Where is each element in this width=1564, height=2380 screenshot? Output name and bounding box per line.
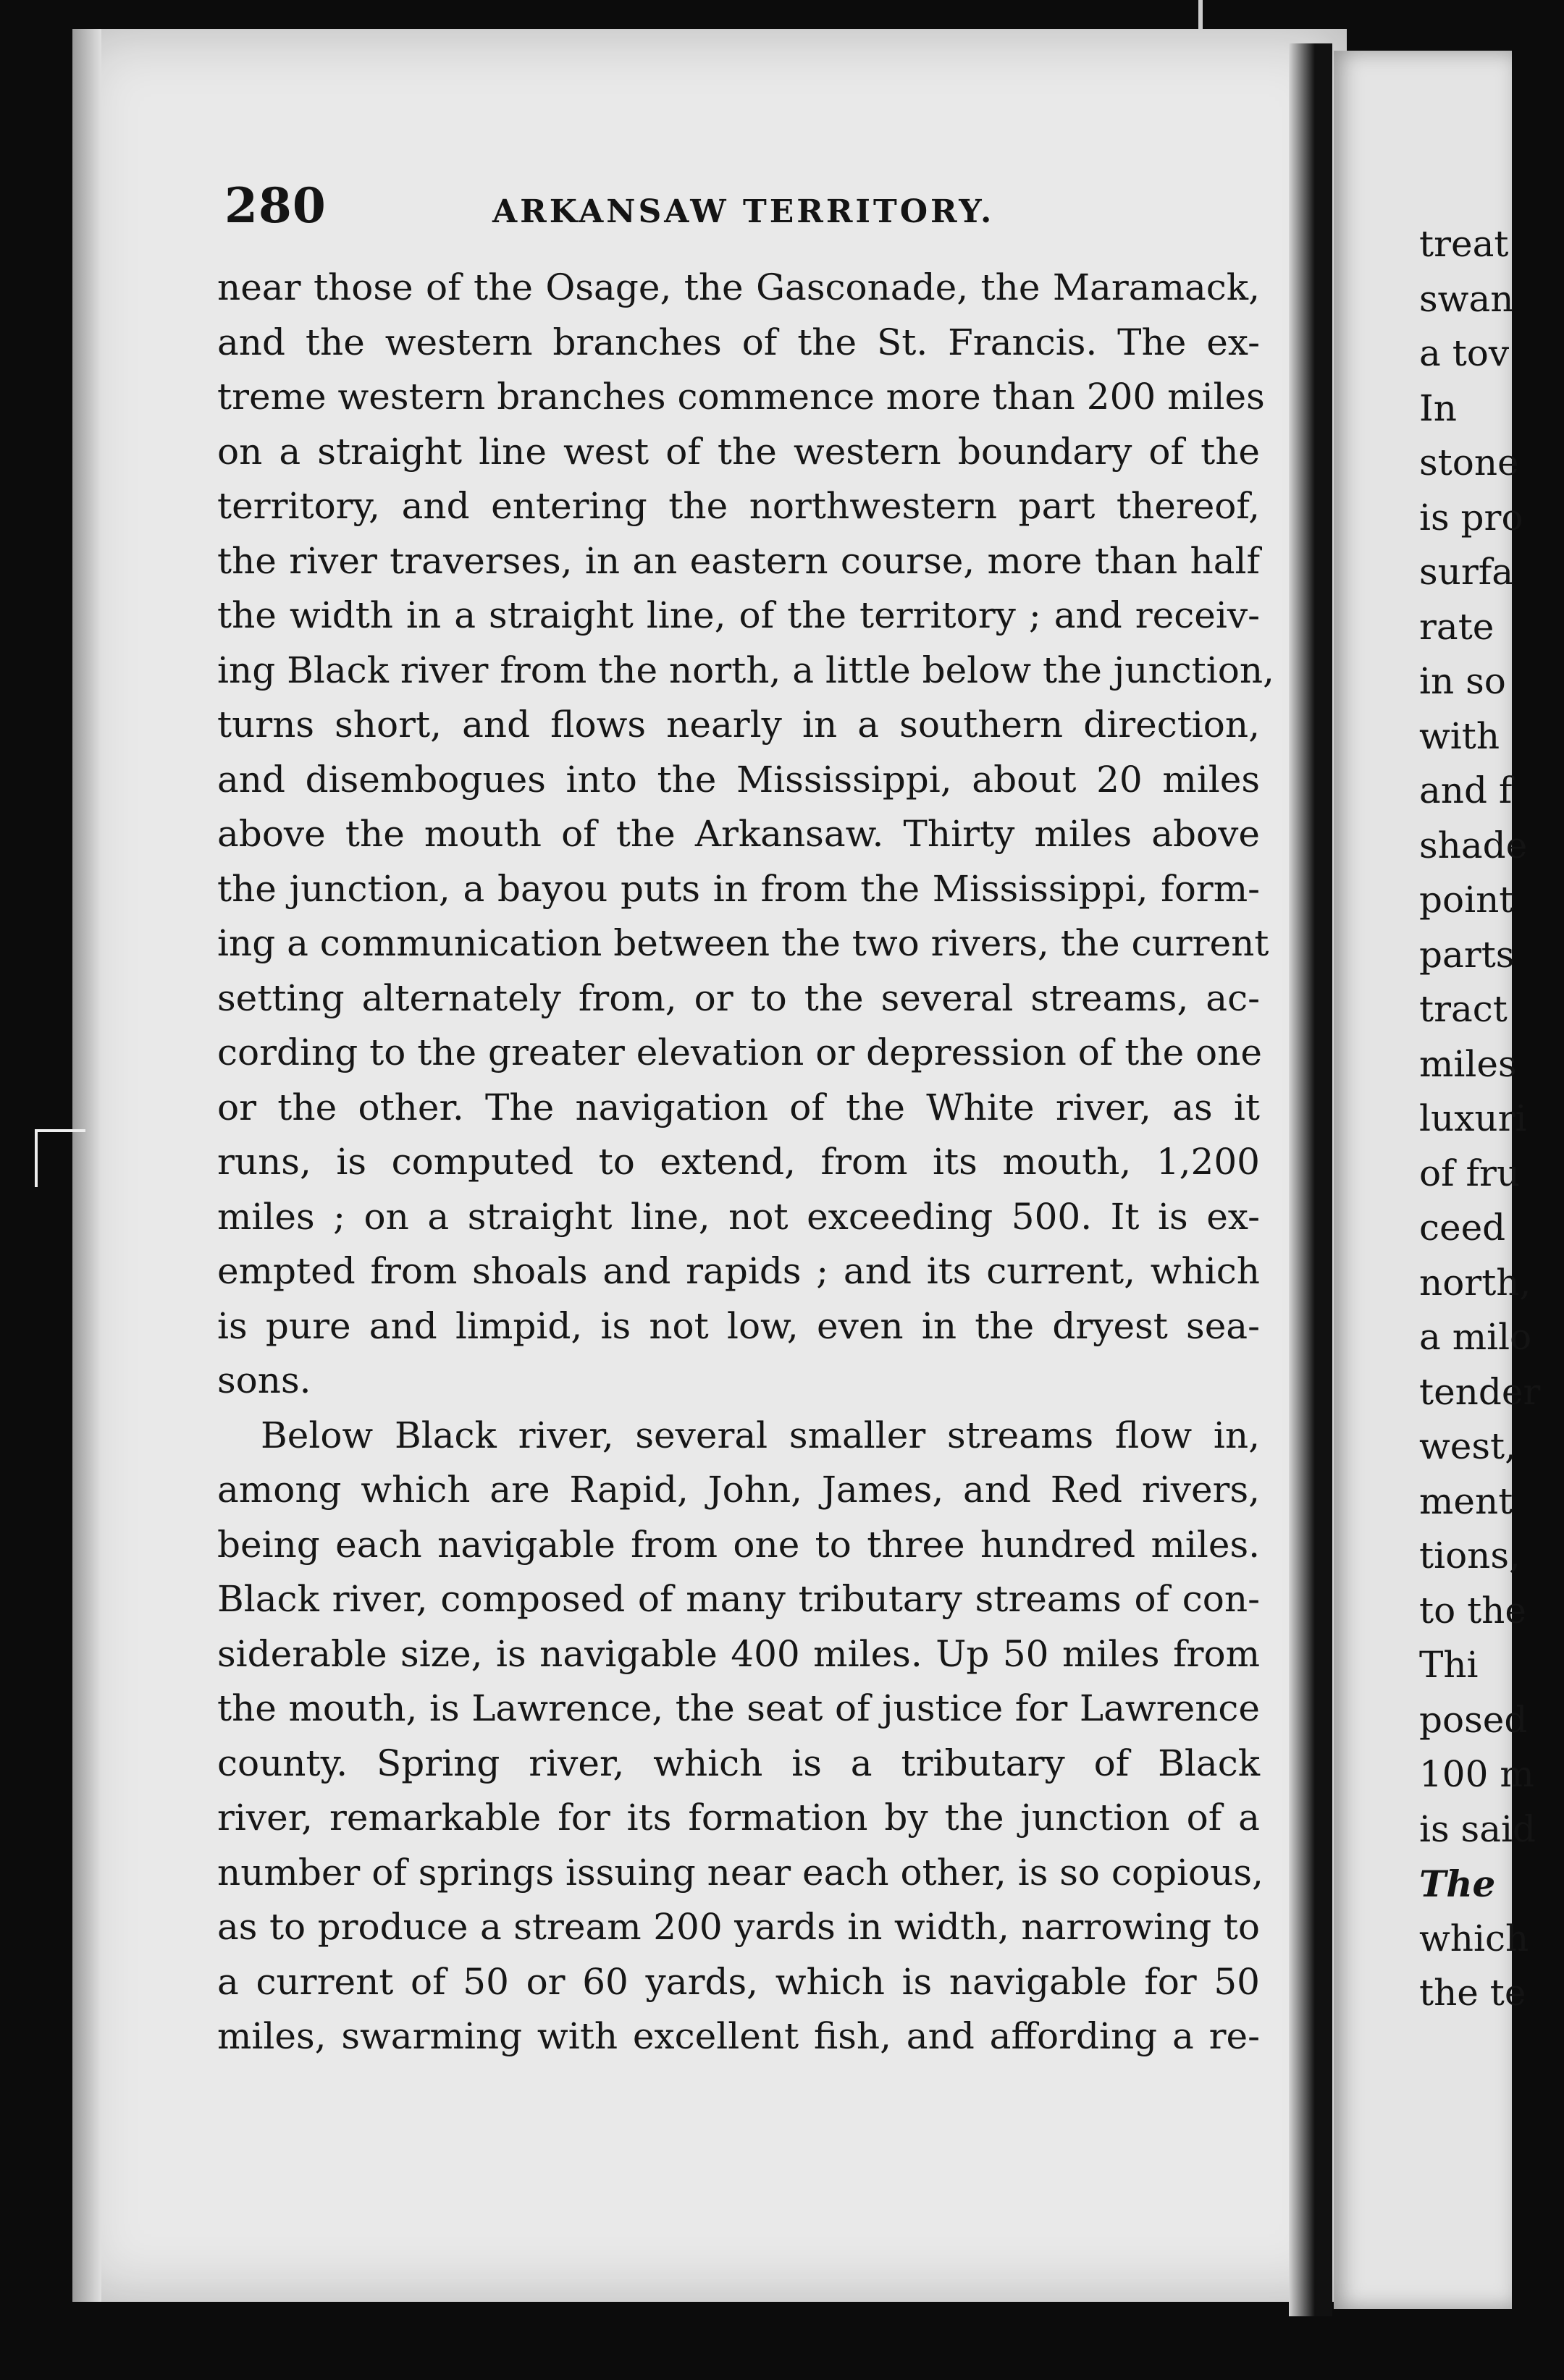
text-line: setting alternately from, or to the several streams, ac- [217, 976, 1260, 1019]
text-line: the mouth, is Lawrence, the seat of justice for Lawrence [217, 1687, 1260, 1729]
text-line: turns short, and flows nearly in a southern direction, [217, 704, 1260, 746]
fragment-line: parts [1419, 933, 1515, 976]
text-line: and disembogues into the Mississippi, about 20 miles [217, 758, 1260, 801]
text-line: Black river, composed of many tributary streams of con- [217, 1578, 1260, 1620]
fragment-line: in so [1419, 660, 1506, 702]
scan-mark [35, 1129, 38, 1187]
fragment-line: posed [1419, 1698, 1528, 1741]
fragment-line: tract [1419, 988, 1508, 1030]
fragment-line: stone [1419, 442, 1519, 484]
text-line: miles ; on a straight line, not exceeding 500. It is ex- [217, 1195, 1260, 1238]
fragment-line: ment [1419, 1480, 1513, 1522]
text-line: or the other. The navigation of the White river, as it [217, 1086, 1260, 1128]
fragment-line: luxuri [1419, 1097, 1527, 1139]
text-line: river, remarkable for its formation by the junction of a [217, 1797, 1260, 1839]
fragment-line: is pro [1419, 496, 1523, 539]
fragment-line: with [1419, 714, 1500, 757]
fragment-line: tions, [1419, 1535, 1521, 1577]
fragment-line: ceed [1419, 1207, 1506, 1249]
text-line: territory, and entering the northwestern part thereof, [217, 485, 1260, 527]
text-line: runs, is computed to extend, from its mouth, 1,200 [217, 1141, 1260, 1183]
text-line: being each navigable from one to three hundred miles. [217, 1523, 1260, 1566]
text-line: miles, swarming with excellent fish, and affording a re- [217, 2015, 1260, 2057]
fragment-line: miles [1419, 1042, 1517, 1085]
right-page-text [1419, 217, 1564, 2021]
text-line: county. Spring river, which is a tributary of Black [217, 1742, 1260, 1784]
fragment-line: the te [1419, 1972, 1526, 2014]
page-header [224, 177, 1267, 242]
text-line: empted from shoals and rapids ; and its current, which [217, 1250, 1260, 1292]
text-line: is pure and limpid, is not low, even in the dryest sea- [217, 1304, 1260, 1347]
body-text [217, 261, 1274, 2064]
fragment-line: Thi [1419, 1644, 1479, 1686]
fragment-line: shade [1419, 824, 1528, 866]
text-line: ing Black river from the north, a little below the junction, [217, 649, 1274, 691]
text-line: Below Black river, several smaller streams flow in, [261, 1414, 1260, 1456]
fragment-line: The [1419, 1862, 1496, 1905]
fragment-line: 100 m [1419, 1753, 1534, 1795]
text-line: ing a communication between the two rivers, the current [217, 922, 1269, 964]
running-head: ARKANSAW TERRITORY. [492, 193, 995, 230]
fragment-line: is said [1419, 1807, 1536, 1850]
fragment-line: swan [1419, 277, 1514, 320]
text-line: above the mouth of the Arkansaw. Thirty miles above [217, 813, 1260, 855]
book-gutter [1289, 43, 1332, 2316]
text-line: as to produce a stream 200 yards in width, narrowing to [217, 1906, 1260, 1948]
fragment-line: a milo [1419, 1316, 1532, 1358]
text-line: and the western branches of the St. Francis. The ex- [217, 321, 1260, 363]
page-number: 280 [224, 177, 327, 234]
text-line: on a straight line west of the western boundary of the [217, 430, 1260, 473]
text-line: near those of the Osage, the Gasconade, the Maramack, [217, 266, 1260, 308]
fragment-line: treat [1419, 223, 1509, 265]
scan-mark [1198, 0, 1203, 29]
text-line: cording to the greater elevation or depression of the one [217, 1031, 1262, 1073]
fragment-line: tender [1419, 1370, 1541, 1413]
text-line: siderable size, is navigable 400 miles. Up 50 miles from [217, 1632, 1260, 1675]
fragment-line: north, [1419, 1261, 1531, 1304]
text-line: the width in a straight line, of the territory ; and receiv- [217, 594, 1260, 636]
fragment-line: In [1419, 387, 1457, 429]
fragment-line: to the [1419, 1589, 1526, 1632]
text-line: the junction, a bayou puts in from the Mississippi, form- [217, 867, 1260, 910]
fragment-line: and f [1419, 769, 1513, 811]
text-line: a current of 50 or 60 yards, which is navigable for 50 [217, 1960, 1260, 2003]
fragment-line: west, [1419, 1425, 1517, 1467]
fragment-line: a tov [1419, 332, 1510, 374]
text-line: the river traverses, in an eastern course, more than half [217, 539, 1260, 582]
text-line: treme western branches commence more than 200 miles [217, 376, 1265, 418]
fragment-line: of fru [1419, 1152, 1521, 1194]
fragment-line: which [1419, 1917, 1529, 1959]
fragment-line: surfa [1419, 551, 1514, 593]
text-line: among which are Rapid, John, James, and Red rivers, [217, 1469, 1260, 1511]
text-line: sons. [217, 1359, 311, 1401]
fragment-line: rate [1419, 605, 1494, 648]
fragment-line: point [1419, 879, 1514, 921]
text-line: number of springs issuing near each other, is so copious, [217, 1851, 1264, 1894]
scan-mark [35, 1129, 85, 1132]
